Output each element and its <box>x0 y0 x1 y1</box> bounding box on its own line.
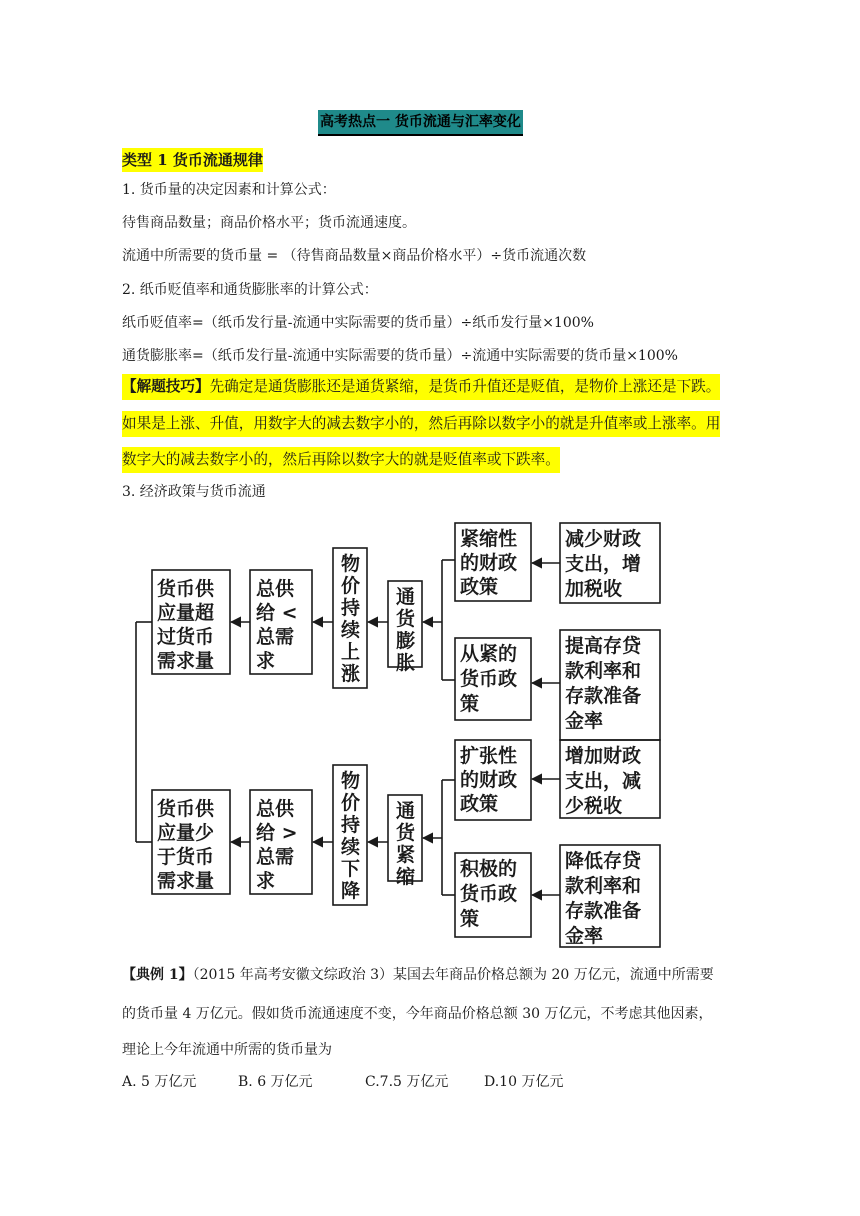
diagram-bottom-supply-line: 求 <box>256 870 276 892</box>
option-a[interactable]: A. 5 万亿元 <box>122 1074 197 1090</box>
diagram-bottom-result-line: 通 <box>396 800 416 822</box>
diagram-top-price-line: 续 <box>341 619 361 641</box>
diagram-top-measure2-line: 提高存贷 <box>565 635 642 657</box>
option-c[interactable]: C.7.5 万亿元 <box>365 1074 449 1090</box>
diagram-top-measure1-line: 减少财政 <box>565 528 642 550</box>
diagram-top-price-line: 物 <box>341 553 361 575</box>
diagram-top-supply-line: 总需 <box>256 626 295 648</box>
diagram-bottom-cause-line: 需求量 <box>157 870 215 892</box>
diagram-top-price-line: 价 <box>341 575 361 597</box>
diagram-bottom-measure2-line: 款利率和 <box>565 875 642 897</box>
diagram-top-policy2-line: 从紧的 <box>460 643 518 665</box>
diagram-top-price-line: 涨 <box>341 663 361 685</box>
diagram-top-cause-line: 应量超 <box>157 602 215 624</box>
item1-formula: 流通中所需要的货币量 = （待售商品数量×商品价格水平）÷货币流通次数 <box>122 248 587 264</box>
diagram-bottom-supply-line: 总供 <box>256 798 295 820</box>
diagram-bottom-price-line: 持 <box>341 814 361 836</box>
option-d[interactable]: D.10 万亿元 <box>484 1074 564 1090</box>
diagram-bottom-price-line: 下 <box>341 858 361 880</box>
item1-heading: 1. 货币量的决定因素和计算公式： <box>122 182 336 198</box>
tip-line-2: 如果是上涨、升值，用数字大的减去数字小的，然后再除以数字小的就是升值率或上涨率。用 <box>122 411 720 437</box>
diagram-bottom-cause-line: 货币供 <box>157 798 215 820</box>
diagram-bottom-policy1-line: 的财政 <box>460 769 518 791</box>
diagram-bottom-price-line: 降 <box>341 880 361 902</box>
item2-formula-inflation: 通货膨胀率=（纸币发行量-流通中实际需要的货币量）÷流通中实际需要的货币量×100% <box>122 348 678 364</box>
diagram-bottom-measure2-line: 存款准备 <box>565 900 642 922</box>
tip-line-1: 【解题技巧】先确定是通货膨胀还是通货紧缩，是货币升值还是贬值，是物价上涨还是下跌。 <box>122 374 720 400</box>
diagram-top-measure1-line: 加税收 <box>565 578 623 600</box>
diagram-top-policy1-line: 紧缩性 <box>460 528 518 550</box>
item2-heading: 2. 纸币贬值率和通货膨胀率的计算公式： <box>122 282 378 298</box>
diagram-bottom-measure2-line: 降低存贷 <box>565 850 642 872</box>
item1-factors: 待售商品数量；商品价格水平；货币流通速度。 <box>122 215 416 231</box>
diagram-top-supply-line: 总供 <box>256 578 295 600</box>
example-label: 【典例 1】 <box>122 967 193 983</box>
diagram-bottom-cause-line: 于货币 <box>157 846 215 868</box>
diagram-bottom-price-line: 续 <box>341 836 361 858</box>
diagram-top-measure1-line: 支出，增 <box>565 553 642 575</box>
diagram-bottom-result-line: 缩 <box>396 866 416 888</box>
diagram-top-cause-line: 需求量 <box>157 650 215 672</box>
diagram-top-result-line: 通 <box>396 586 416 608</box>
diagram-top-supply-line: 求 <box>256 650 276 672</box>
diagram-bottom-supply-line: 给 > <box>256 822 298 844</box>
diagram-top-measure2-line: 款利率和 <box>565 660 642 682</box>
diagram-top-measure2-line: 金率 <box>565 710 604 732</box>
example-line-1: 【典例 1】（2015 年高考安徽文综政治 3）某国去年商品价格总额为 20 万亿元，流通中所需要 <box>122 967 714 983</box>
diagram-top-supply-line: 给 < <box>256 602 298 624</box>
diagram-bottom-price-line: 物 <box>341 770 361 792</box>
diagram-top-policy2-line: 货币政 <box>460 668 518 690</box>
diagram-top-price-line: 上 <box>341 641 361 663</box>
diagram-bottom-result-line: 紧 <box>396 844 416 866</box>
item2-formula-depreciation: 纸币贬值率=（纸币发行量-流通中实际需要的货币量）÷纸币发行量×100% <box>122 315 594 331</box>
diagram-top-measure2-line: 存款准备 <box>565 685 642 707</box>
diagram-top-cause-line: 货币供 <box>157 578 215 600</box>
diagram-bottom-measure1-line: 增加财政 <box>565 745 642 767</box>
diagram-top-price-line: 持 <box>341 597 361 619</box>
diagram-top-policy1-line: 政策 <box>460 576 499 598</box>
diagram-bottom-policy1-line: 扩张性 <box>460 745 518 767</box>
diagram-bottom-cause-line: 应量少 <box>157 822 215 844</box>
option-b[interactable]: B. 6 万亿元 <box>238 1074 313 1090</box>
diagram-bottom-measure1-line: 少税收 <box>565 795 623 817</box>
diagram-top-result-line: 膨 <box>396 630 416 652</box>
diagram-top-result-line: 胀 <box>396 652 416 674</box>
diagram-top-policy2-line: 策 <box>460 693 480 715</box>
type1-heading: 类型 1 货币流通规律 <box>122 148 263 172</box>
diagram-bottom-policy2-line: 货币政 <box>460 883 518 905</box>
tip-label: 【解题技巧】 <box>122 378 210 395</box>
diagram-bottom-supply-line: 总需 <box>256 846 295 868</box>
page-title: 高考热点一 货币流通与汇率变化 <box>318 110 523 136</box>
diagram-bottom-price-line: 价 <box>341 792 361 814</box>
diagram-top-policy1-line: 的财政 <box>460 552 518 574</box>
diagram-bottom-policy1-line: 政策 <box>460 793 499 815</box>
diagram-bottom-policy2-line: 策 <box>460 908 480 930</box>
diagram-top-result-line: 货 <box>396 608 416 630</box>
tip-line-3: 数字大的减去数字小的，然后再除以数字大的就是贬值率或下跌率。 <box>122 447 560 473</box>
example-line-3: 理论上今年流通中所需的货币量为 <box>122 1042 332 1058</box>
diagram-bottom-policy2-line: 积极的 <box>460 858 518 880</box>
diagram-bottom-measure2-line: 金率 <box>565 925 604 947</box>
diagram-bottom-measure1-line: 支出，减 <box>565 770 642 792</box>
example-line-2: 的货币量 4 万亿元。假如货币流通速度不变，今年商品价格总额 30 万亿元，不考虑其他因素， <box>122 1006 713 1022</box>
diagram-bottom-result-line: 货 <box>396 822 416 844</box>
item3-heading: 3. 经济政策与货币流通 <box>122 484 266 500</box>
diagram-top-cause-line: 过货币 <box>157 626 215 648</box>
economic-policy-diagram <box>120 515 680 955</box>
